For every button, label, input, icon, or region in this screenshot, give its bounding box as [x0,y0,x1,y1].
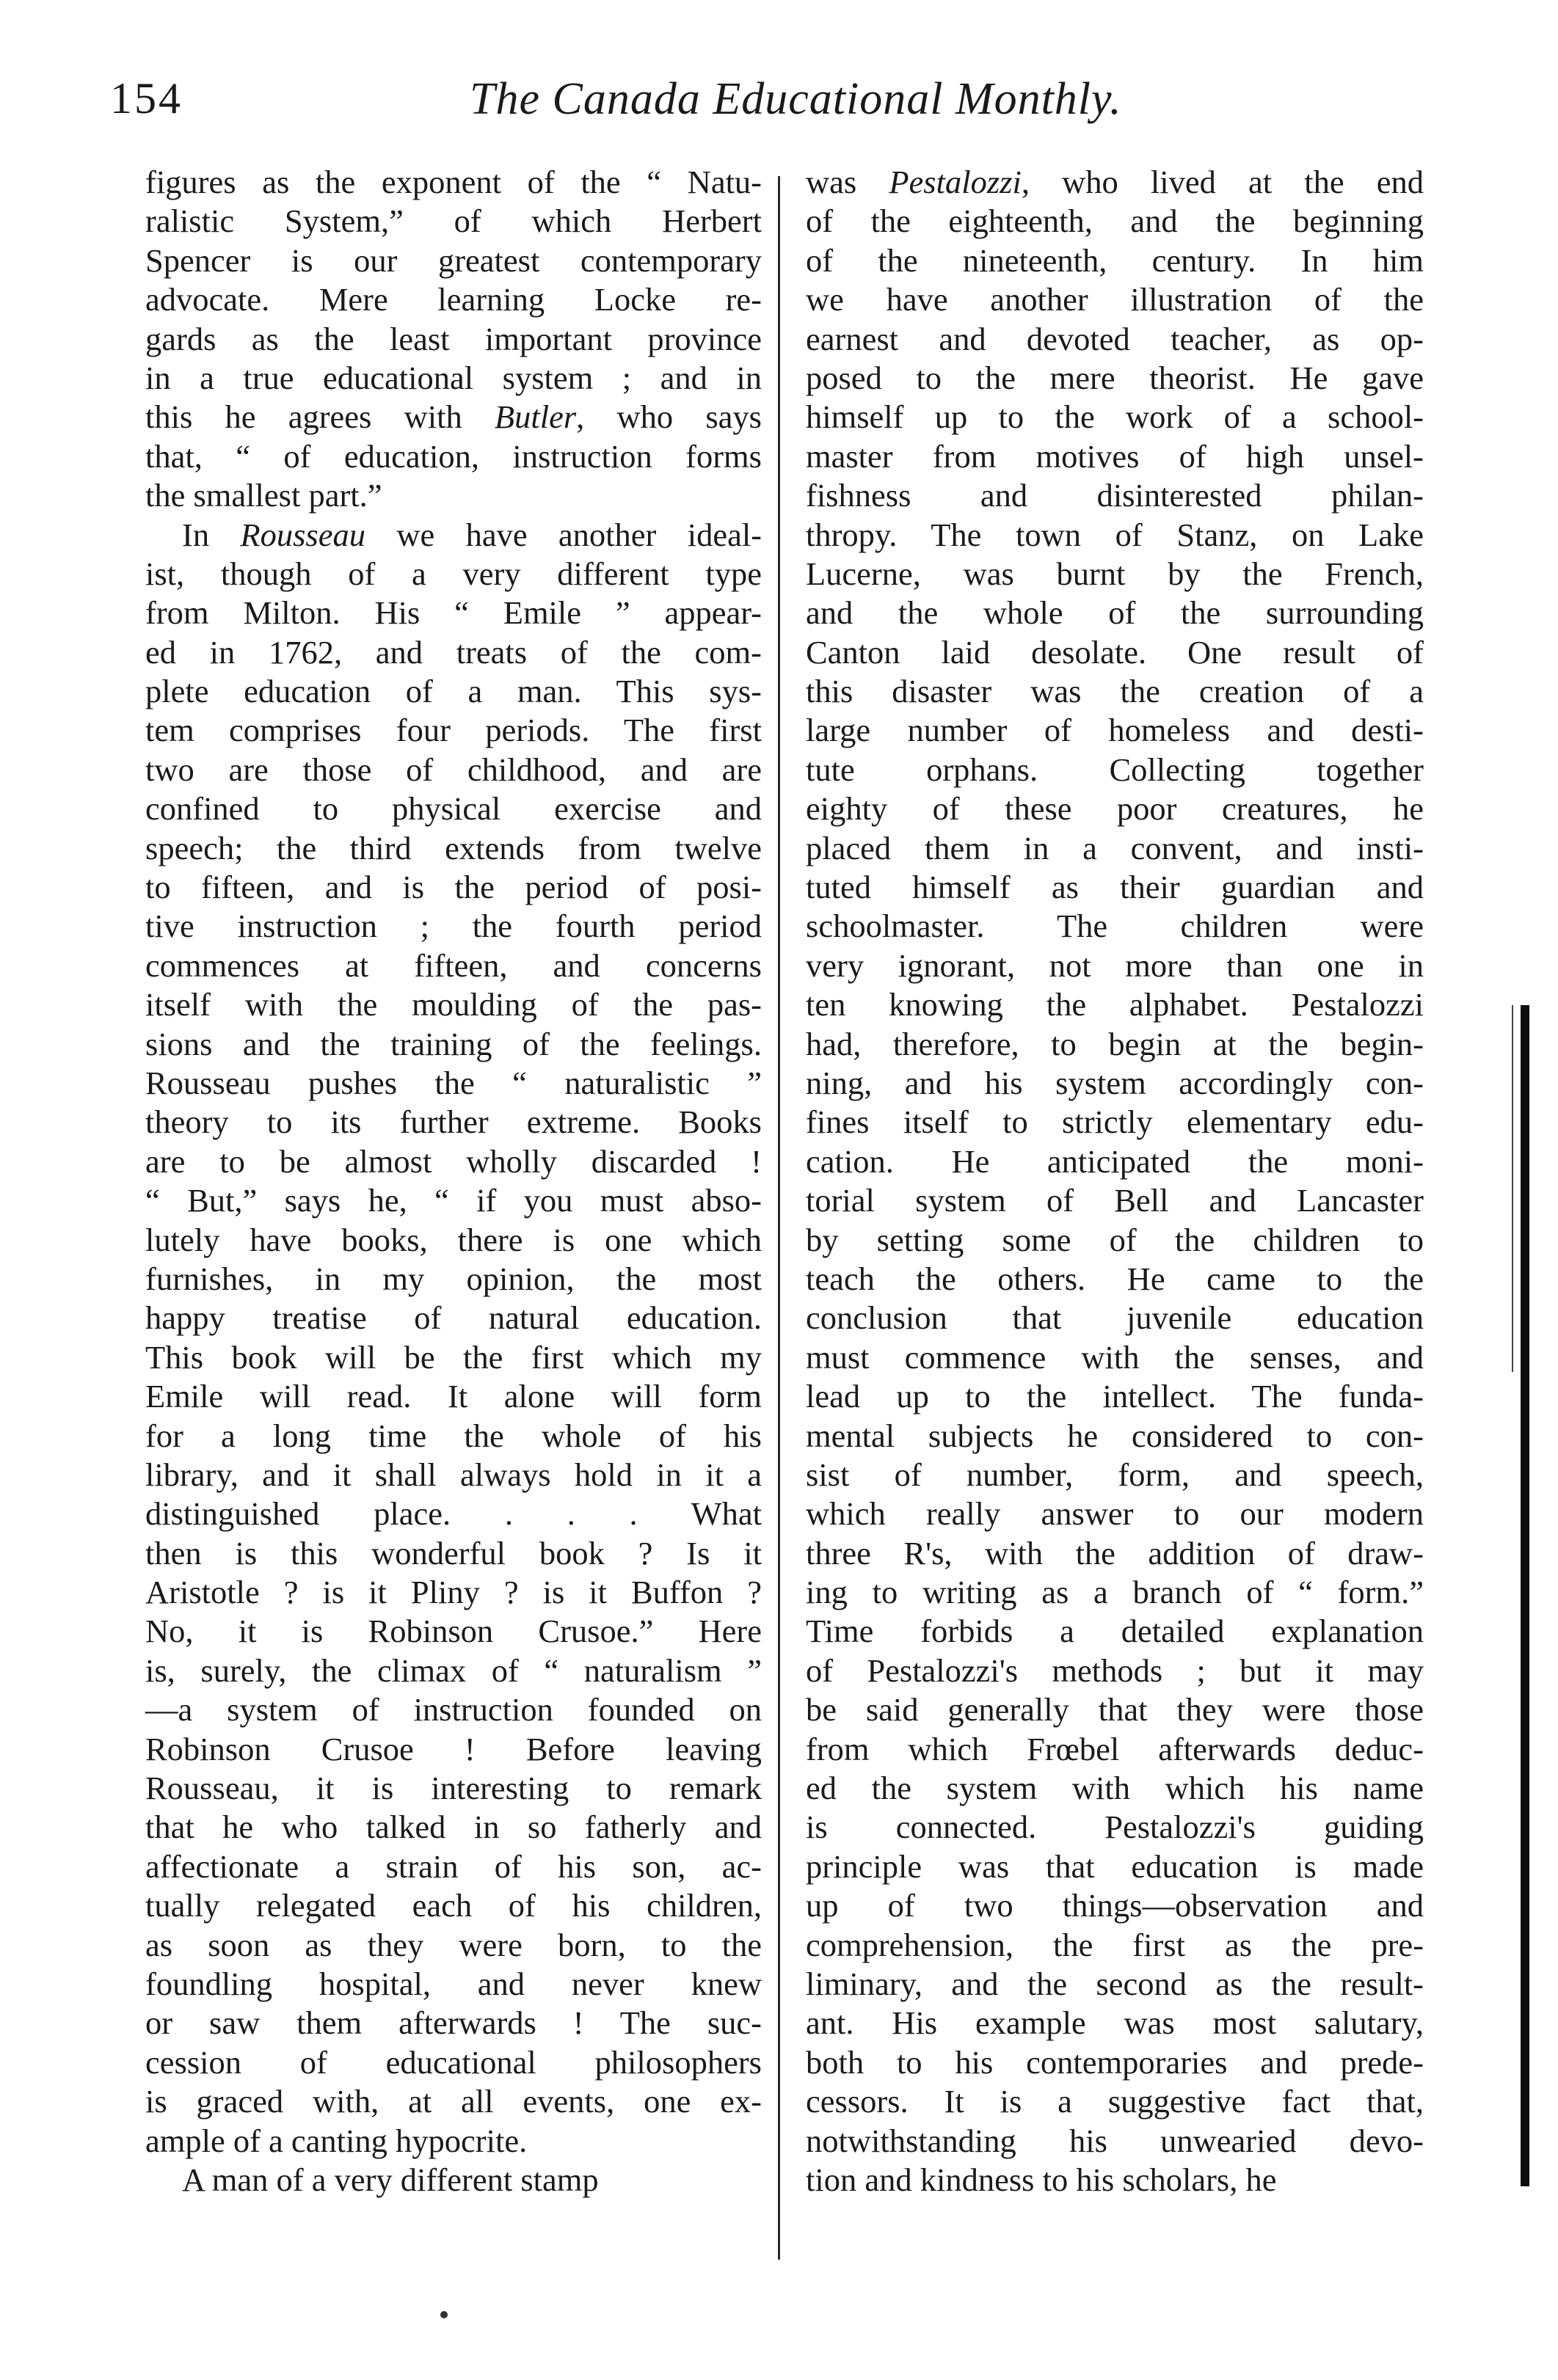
text-line: had, therefore, to begin at the begin- [806,1025,1424,1062]
italic-name: Butler [494,398,577,436]
text-line: cession of educational philosophers [145,2043,762,2081]
text-line: large number of homeless and desti- [806,712,1424,749]
text-line: A man of a very different stamp [182,2161,599,2198]
text-line: notwithstanding his unwearied devo- [806,2122,1424,2159]
text-line: Aristotle ? is it Pliny ? is it Buffon ? [145,1574,762,1611]
text-line: advocate. Mere learning Locke re- [145,281,762,318]
text-line: Lucerne, was burnt by the French, [806,555,1424,592]
text-line: itself with the moulding of the pas- [145,986,762,1023]
running-title: The Canada Educational Monthly. [470,74,1122,124]
text-line: conclusion that juvenile education [806,1299,1424,1337]
text-line: liminary, and the second as the result- [806,1965,1424,2002]
text-line: figures as the exponent of the “ Natu- [145,164,762,200]
text-line: master from motives of high unsel- [806,437,1424,475]
text-line: ample of a canting hypocrite. [145,2122,528,2159]
text-line: tually relegated each of his children, [145,1887,762,1924]
text-line: is connected. Pestalozzi's guiding [806,1808,1424,1846]
text-line: be said generally that they were those [806,1691,1424,1729]
text-line: comprehension, the first as the pre- [806,1926,1424,1963]
text-line: Time forbids a detailed explanation [806,1613,1424,1650]
text-line: theory to its further extreme. Books [145,1103,762,1141]
text-line: cessors. It is a suggestive fact that, [806,2083,1424,2120]
text-line: tion and kindness to his scholars, he [806,2161,1277,2198]
text-line: is, surely, the climax of “ naturalism ” [145,1651,762,1689]
text-line: ed the system with which his name [806,1770,1424,1807]
left-column [145,163,762,2200]
text-line: then is this wonderful book ? Is it [145,1534,762,1572]
right-column [806,163,1424,2200]
text-line: must commence with the senses, and [806,1338,1424,1376]
italic-name: Rousseau [240,516,365,553]
text-line: confined to physical exercise and [145,790,762,828]
text-line: is graced with, at all events, one ex- [145,2083,762,2120]
text-line: this he agrees with Butler, who says [145,398,762,436]
text-line: of the nineteenth, century. In him [806,241,1424,279]
margin-rule [1521,1005,1529,2186]
text-line: sions and the training of the feelings. [145,1025,762,1062]
text-line: “ But,” says he, “ if you must abso- [145,1182,762,1219]
text-line: furnishes, in my opinion, the most [145,1260,762,1297]
text-line: happy treatise of natural education. [145,1299,762,1337]
text-line: up of two things—observation and [806,1887,1424,1924]
text-line: ning, and his system accordingly con- [806,1064,1424,1101]
text-line: placed them in a convent, and insti- [806,829,1424,866]
text-line: tute orphans. Collecting together [806,751,1424,788]
page-header [110,73,1137,139]
text-line: to fifteen, and is the period of posi- [145,869,762,906]
text-line: sist of number, form, and speech, [806,1456,1424,1493]
margin-rule-thin [1512,1005,1513,1372]
text-line: both to his contemporaries and prede- [806,2043,1424,2081]
text-line: fines itself to strictly elementary edu- [806,1103,1424,1141]
text-line: himself up to the work of a school- [806,398,1424,436]
text-line: that, “ of education, instruction forms [145,437,762,475]
text-line: by setting some of the children to [806,1221,1424,1258]
text-line: gards as the least important province [145,320,762,357]
text-line: tem comprises four periods. The first [145,712,762,749]
text-line: plete education of a man. This sys- [145,673,762,710]
text-line: are to be almost wholly discarded ! [145,1142,762,1180]
text-line: speech; the third extends from twelve [145,829,762,866]
text-line: thropy. The town of Stanz, on Lake [806,516,1424,553]
text-line: teach the others. He came to the [806,1260,1424,1297]
text-line: three R's, with the addition of draw- [806,1534,1424,1572]
text-line: Spencer is our greatest contemporary [145,241,762,279]
text-line: affectionate a strain of his son, ac- [145,1847,762,1885]
text-line: in a true educational system ; and in [145,359,762,396]
column-divider [778,176,780,2260]
text-line: lutely have books, there is one which [145,1221,762,1258]
text-line: earnest and devoted teacher, as op- [806,320,1424,357]
text-line: foundling hospital, and never knew [145,1965,762,2002]
text-line: as soon as they were born, to the [145,1926,762,1963]
text-line: was Pestalozzi, who lived at the end [806,164,1424,200]
text-line: schoolmaster. The children were [806,908,1424,945]
text-line: for a long time the whole of his [145,1417,762,1454]
text-line: very ignorant, not more than one in [806,946,1424,984]
italic-name: Pestalozzi [889,164,1022,200]
text-line: ralistic System,” of which Herbert [145,202,762,240]
text-line: posed to the mere theorist. He gave [806,359,1424,396]
text-line: commences at fifteen, and concerns [145,946,762,984]
text-line: ed in 1762, and treats of the com- [145,633,762,671]
text-line: Emile will read. It alone will form [145,1378,762,1415]
text-line: of the eighteenth, and the beginning [806,202,1424,240]
text-line: we have another illustration of the [806,281,1424,318]
text-line: ten knowing the alphabet. Pestalozzi [806,986,1424,1023]
text-line: —a system of instruction founded on [145,1691,762,1729]
text-line: distinguished place. . . . What [145,1495,762,1533]
text-line: mental subjects he considered to con- [806,1417,1424,1454]
text-line: this disaster was the creation of a [806,673,1424,710]
text-line: from Milton. His “ Emile ” appear- [145,594,762,632]
text-line: tive instruction ; the fourth period [145,908,762,945]
text-line: Canton laid desolate. One result of [806,633,1424,671]
text-line: from which Frœbel afterwards deduc- [806,1730,1424,1767]
text-line: the smallest part.” [145,477,382,514]
text-line: No, it is Robinson Crusoe.” Here [145,1613,762,1650]
text-line: torial system of Bell and Lancaster [806,1182,1424,1219]
text-line: ing to writing as a branch of “ form.” [806,1574,1424,1611]
text-line: eighty of these poor creatures, he [806,790,1424,828]
text-line: Robinson Crusoe ! Before leaving [145,1730,762,1767]
text-line: library, and it shall always hold in it a [145,1456,762,1493]
text-line: lead up to the intellect. The funda- [806,1378,1424,1415]
text-line: fishness and disinterested philan- [806,477,1424,514]
text-line: Rousseau pushes the “ naturalistic ” [145,1064,762,1101]
text-line: ant. His example was most salutary, [806,2004,1424,2042]
text-line: that he who talked in so fatherly and [145,1808,762,1846]
text-line: which really answer to our modern [806,1495,1424,1533]
print-mark [440,2311,448,2318]
text-line: In Rousseau we have another ideal- [182,516,762,553]
text-line: Rousseau, it is interesting to remark [145,1770,762,1807]
text-line: ist, though of a very different type [145,555,762,592]
text-line: or saw them afterwards ! The suc- [145,2004,762,2042]
text-line: and the whole of the surrounding [806,594,1424,632]
text-line: tuted himself as their guardian and [806,869,1424,906]
text-line: of Pestalozzi's methods ; but it may [806,1651,1424,1689]
text-line: cation. He anticipated the moni- [806,1142,1424,1180]
text-line: two are those of childhood, and are [145,751,762,788]
text-line: principle was that education is made [806,1847,1424,1885]
text-line: This book will be the first which my [145,1338,762,1376]
page-number: 154 [110,74,183,123]
